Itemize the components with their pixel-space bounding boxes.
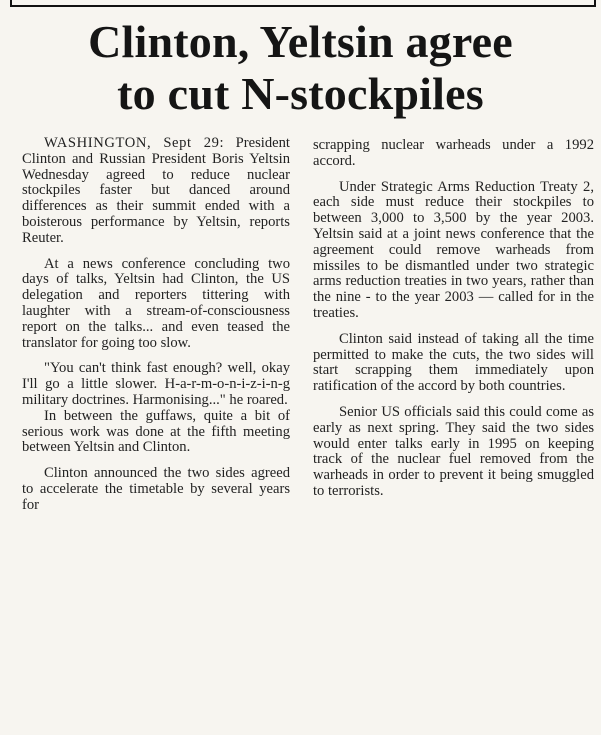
paragraph-6: Under Strategic Arms Reduction Treaty 2, each side must reduce their stockpiles to between 3,000 to 3,500 by the year 2003. Yeltsin said at a joint news conference that the agreement could remove warheads from missiles to be dismantled under two strategic arms reduction treaties in two years, rather than the nine - to the year 2003 — called for in the treaties. [313,178,594,321]
paragraph-1-text: President Clinton and Russian President Boris Yeltsin Wednesday agreed to reduce nuclear stockpiles faster but danced around differences as their summit ended with a boisterous performance by Yeltsin, reports Reuter. [22,135,290,246]
article-column-right [313,138,594,510]
paragraph-3: "You can't think fast enough? well, okay I'll go a little slower. H-a-r-m-o-n-i-z-i-n-g military doctrines. Harmonising..." he roared. [22,360,290,408]
headline-line-2: to cut N-stockpiles [117,68,484,119]
top-border-rule [10,0,596,7]
paragraph-8: Senior US officials said this could come as early as next spring. They said the two sides would enter talks early in 1995 on keeping track of the nuclear fuel removed from the warheads in order to prevent it being smuggled to terrorists. [313,403,594,499]
dateline: WASHINGTON, Sept 29: [44,135,225,151]
article-column-left [22,136,290,524]
paragraph-2: At a news conference concluding two days of talks, Yeltsin had Clinton, the US delegation and reporters tittering with laughter with a stream-of-consciousness report on the talks... and even teased the translator for going too slow. [22,255,290,351]
paragraph-1 [22,136,290,247]
headline-line-1: Clinton, Yeltsin agree [88,16,513,67]
paragraph-7: Clinton said instead of taking all the time permitted to make the cuts, the two sides will start scrapping them immediately upon ratification of the accord by both countries. [313,330,594,395]
paragraph-5-continued: scrapping nuclear warheads under a 1992 accord. [313,137,594,169]
paragraph-5: Clinton announced the two sides agreed to accelerate the timetable by several years for [22,465,290,513]
paragraph-4: In between the guffaws, quite a bit of serious work was done at the fifth meeting between Yeltsin and Clinton. [22,407,290,456]
